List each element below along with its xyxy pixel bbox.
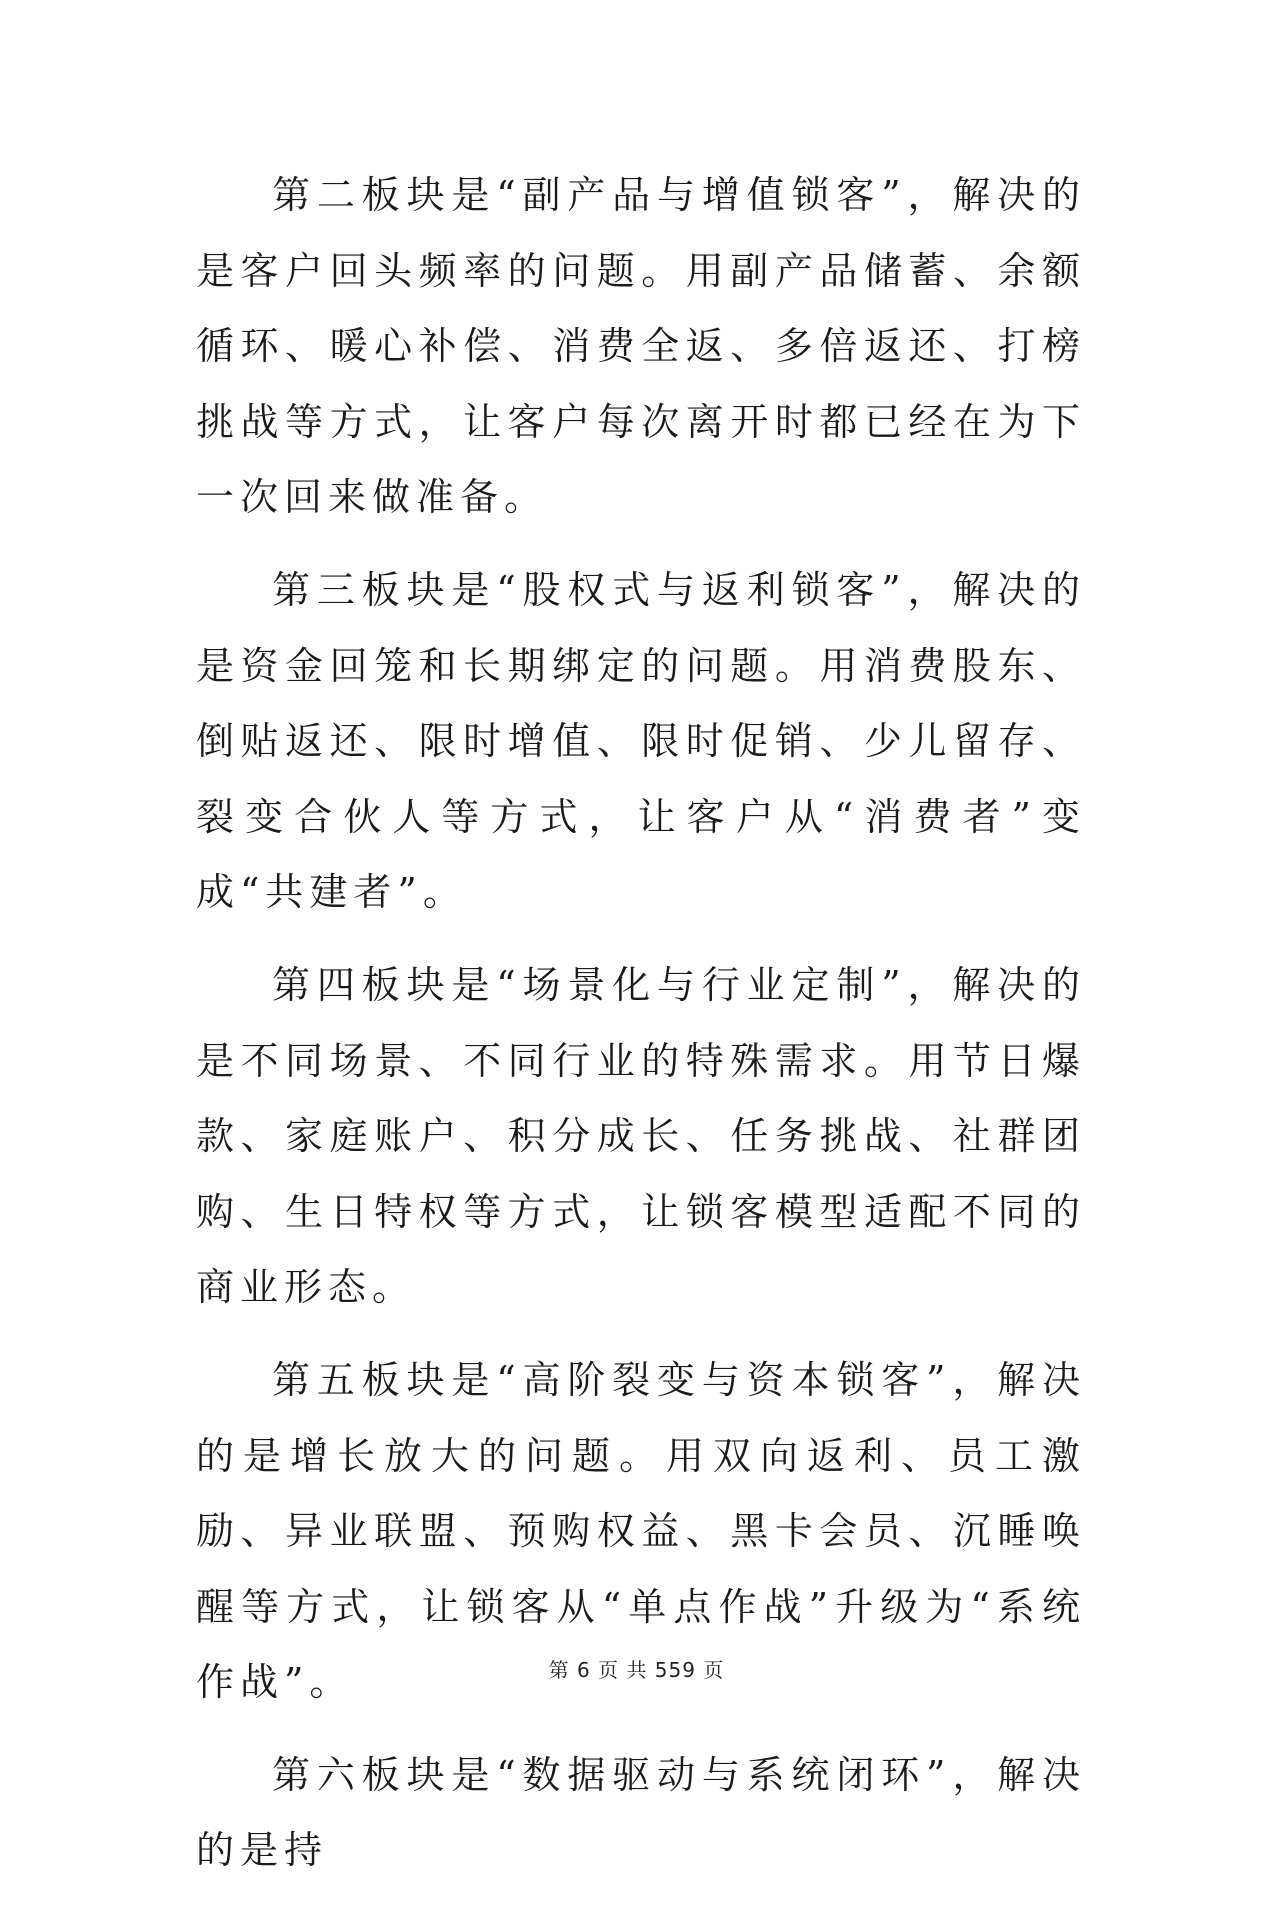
paragraph-section-4: 第四板块是“场景化与行业定制”，解决的是不同场景、不同行业的特殊需求。用节日爆款、家庭账户、积分成长、任务挑战、社群团购、生日特权等方式，让锁客模型适配不同的商业形态。 (196, 962, 1086, 1310)
body-text (196, 158, 1086, 1906)
paragraph-section-6: 第六板块是“数据驱动与系统闭环”，解决的是持 (196, 1752, 1086, 1873)
paragraph-section-2: 第二板块是“副产品与增值锁客”，解决的是客户回头频率的问题。用副产品储蓄、余额循环、暖心补偿、消费全返、多倍返还、打榜挑战等方式，让客户每次离开时都已经在为下一次回来做准备。 (196, 173, 1086, 520)
paragraph-section-3: 第三板块是“股权式与返利锁客”，解决的是资金回笼和长期绑定的问题。用消费股东、倒贴返还、限时增值、限时促销、少儿留存、裂变合伙人等方式，让客户从“消费者”变成“共建者”。 (196, 567, 1086, 915)
paragraph-section-5: 第五板块是“高阶裂变与资本锁客”，解决的是增长放大的问题。用双向返利、员工激励、异业联盟、预购权益、黑卡会员、沉睡唤醒等方式，让锁客从“单点作战”升级为“系统作战”。 (196, 1357, 1086, 1705)
page-number-footer: 第 6 页 共 559 页 (548, 1658, 725, 1682)
